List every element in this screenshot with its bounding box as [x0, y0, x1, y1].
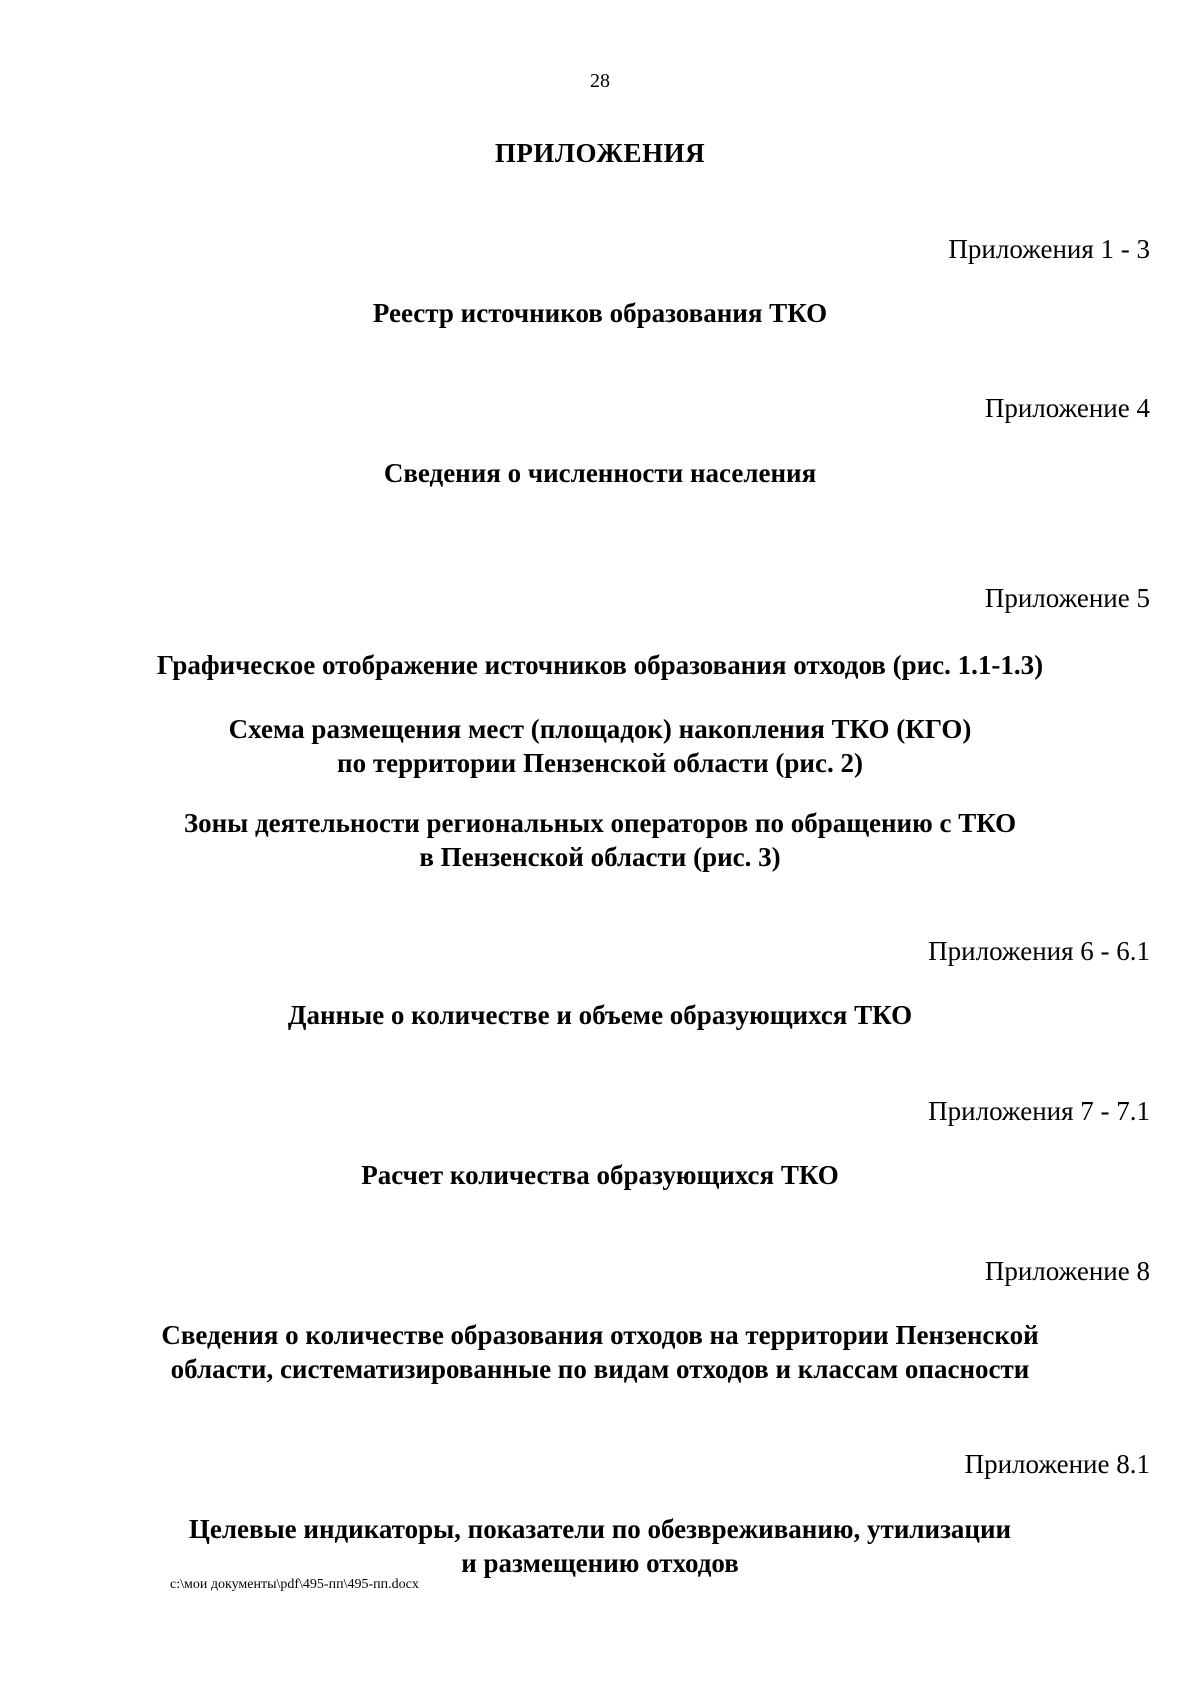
page-number: 28: [590, 70, 610, 92]
appendix-heading: в Пензенской области (рис. 3): [419, 842, 781, 872]
appendix-heading: области, систематизированные по видам отходов и классам опасности: [170, 1354, 1030, 1384]
appendix-heading: Целевые индикаторы, показатели по обезвреживанию, утилизации: [188, 1514, 1012, 1544]
appendix-heading: Графическое отображение источников образования отходов (рис. 1.1-1.3): [156, 650, 1044, 680]
appendix-heading: по территории Пензенской области (рис. 2): [337, 748, 863, 778]
appendix-label-6: Приложения 6 - 6.1: [928, 936, 1150, 966]
appendix-label-1-3: Приложения 1 - 3: [948, 234, 1150, 264]
appendix-label-4: Приложение 4: [984, 393, 1150, 423]
appendix-heading: Схема размещения мест (площадок) накопления ТКО (КГО): [228, 714, 972, 744]
appendix-heading: Сведения о количестве образования отходов на территории Пензенской: [161, 1320, 1039, 1350]
appendix-label-8: Приложение 8: [984, 1256, 1150, 1286]
footer-file-path: c:\мои документы\pdf\495-пп\495-пп.docx: [170, 1577, 419, 1592]
page-title: ПРИЛОЖЕНИЯ: [494, 138, 706, 168]
appendix-heading: Зоны деятельности региональных операторов по обращению с ТКО: [183, 808, 1017, 838]
appendix-heading: и размещению отходов: [461, 1548, 739, 1578]
appendix-heading: Расчет количества образующихся ТКО: [361, 1160, 839, 1190]
appendix-label-8-1: Приложение 8.1: [964, 1449, 1150, 1479]
appendix-label-5: Приложение 5: [984, 583, 1150, 613]
appendix-heading: Реестр источников образования ТКО: [372, 298, 828, 328]
appendix-heading: Сведения о численности населения: [383, 458, 817, 488]
appendix-heading: Данные о количестве и объеме образующихся ТКО: [287, 1000, 913, 1030]
appendix-label-7: Приложения 7 - 7.1: [928, 1096, 1150, 1126]
